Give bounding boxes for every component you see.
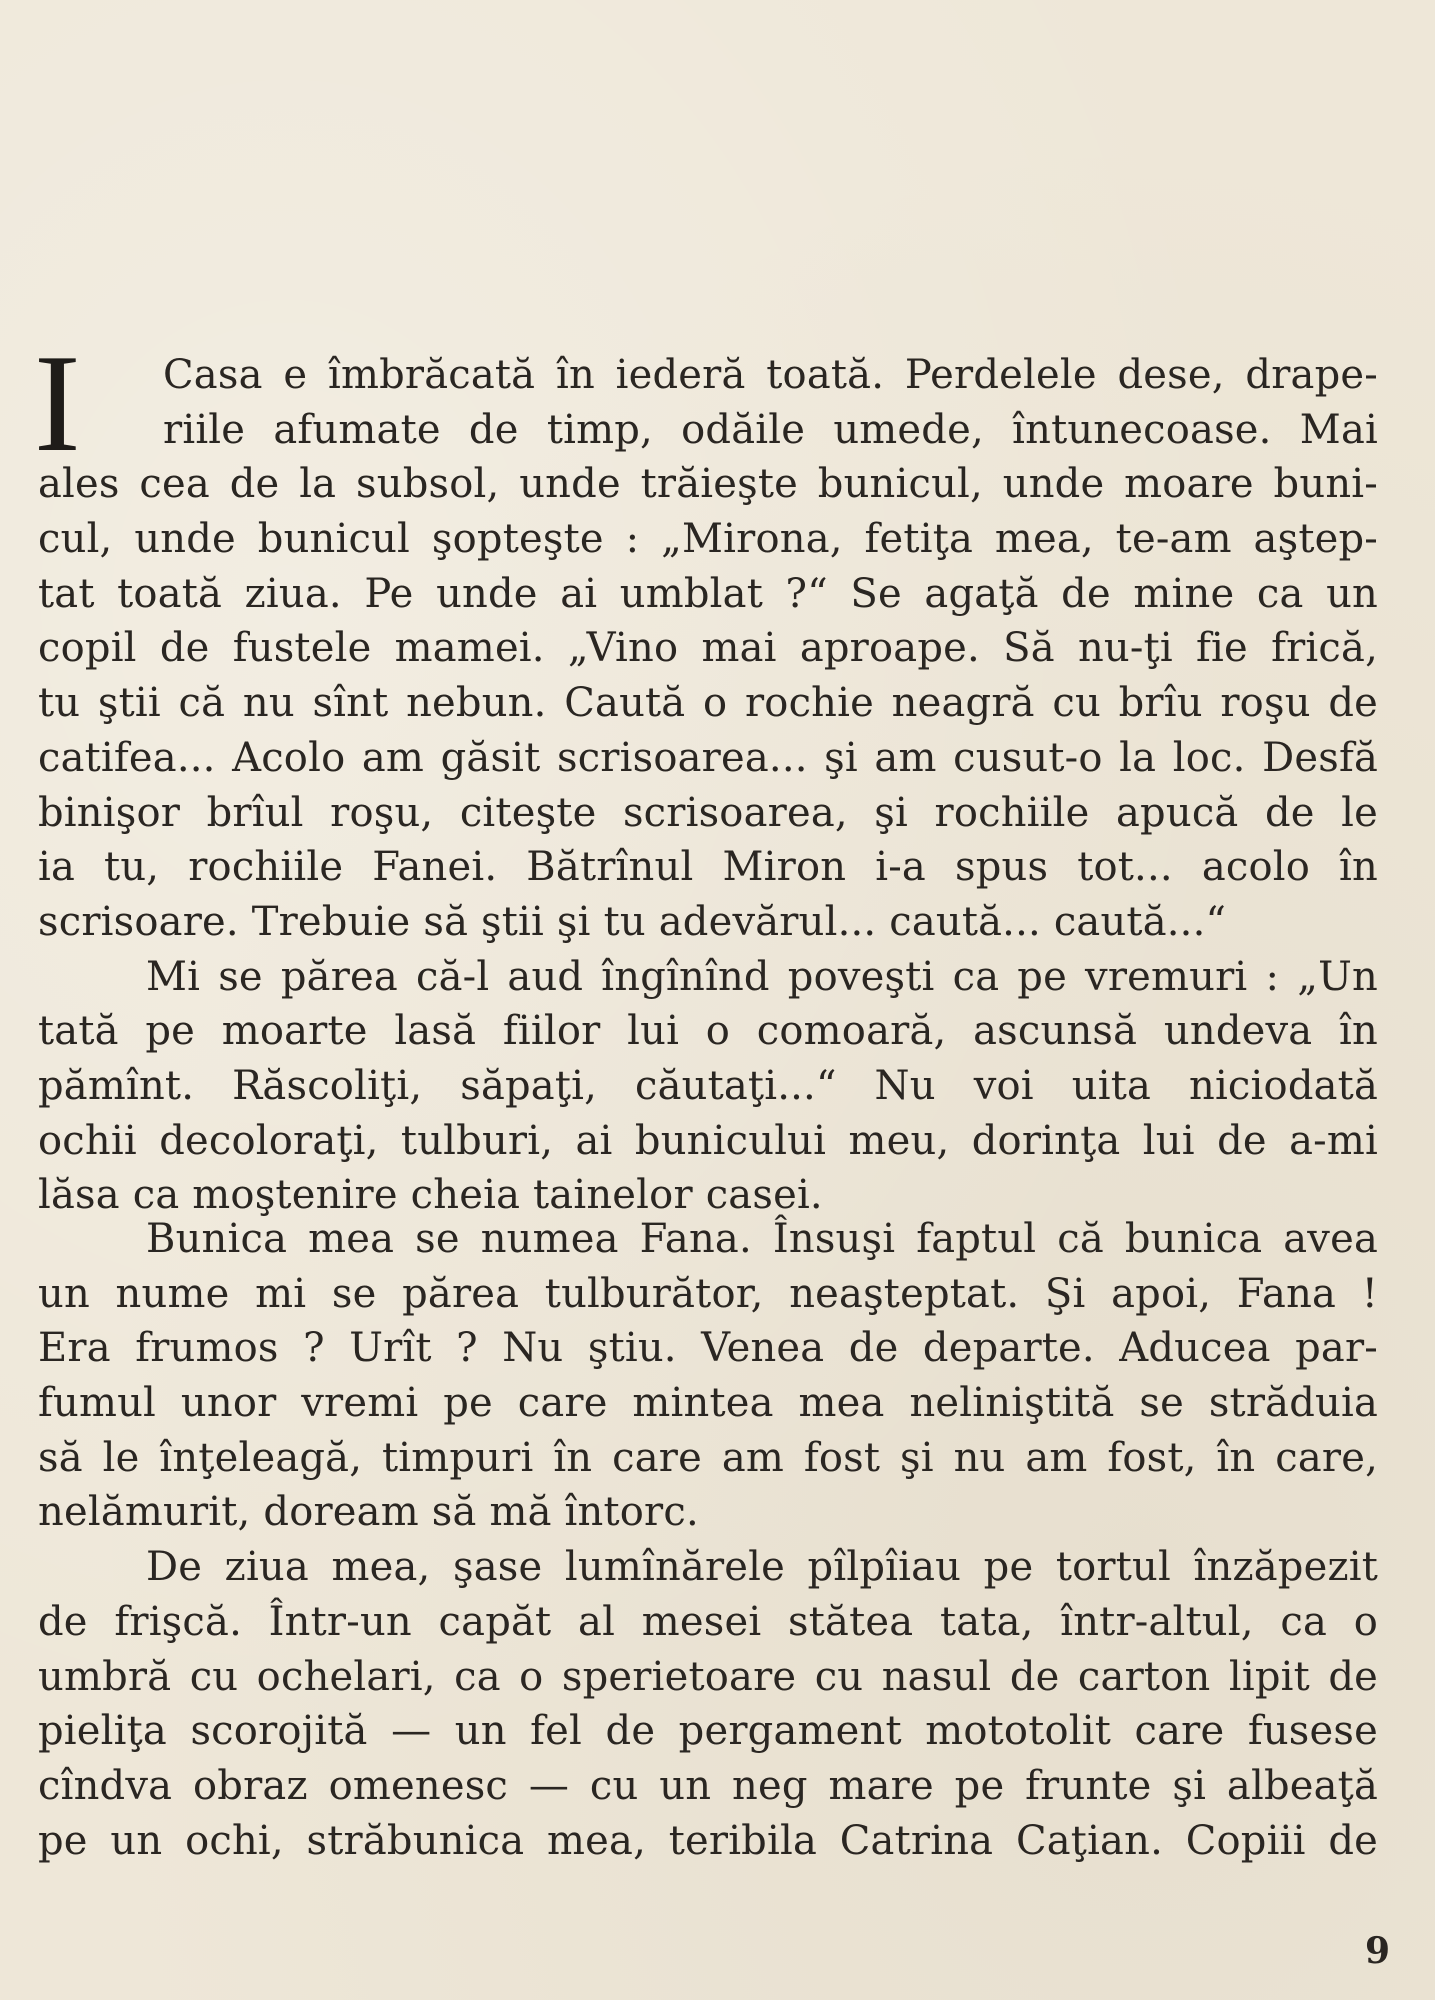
text-line: pieliţa scorojită — un fel de pergament mototolit care fusese bbox=[38, 1708, 1378, 1755]
text-line: fumul unor vremi pe care mintea mea neliniştită se străduia bbox=[38, 1380, 1378, 1427]
text-line: umbră cu ochelari, ca o sperietoare cu nasul de carton lipit de bbox=[38, 1653, 1378, 1700]
text-line: scrisoare. Trebuie să ştii şi tu adevărul... caută... caută...“ bbox=[38, 898, 1227, 945]
text-line: cul, unde bunicul şopteşte : „Mirona, fetiţa mea, te-am aştep- bbox=[38, 516, 1378, 563]
text-line: riile afumate de timp, odăile umede, întunecoase. Mai bbox=[163, 406, 1378, 453]
text-line: Mi se părea că-l aud îngînînd poveşti ca pe vremuri : „Un bbox=[146, 953, 1378, 1000]
text-line: nelămurit, doream să mă întorc. bbox=[38, 1489, 699, 1536]
text-line: de frişcă. Într-un capăt al mesei stătea tata, într-altul, ca o bbox=[38, 1598, 1378, 1645]
text-line: un nume mi se părea tulburător, neaşteptat. Şi apoi, Fana ! bbox=[38, 1270, 1378, 1317]
text-line: Era frumos ? Urît ? Nu ştiu. Venea de departe. Aducea par- bbox=[38, 1325, 1378, 1372]
text-block-section-1 bbox=[38, 348, 1378, 1223]
text-line: De ziua mea, şase lumînărele pîlpîiau pe tortul înzăpezit bbox=[146, 1544, 1378, 1591]
text-line: ochii decoloraţi, tulburi, ai bunicului meu, dorinţa lui de a-mi bbox=[38, 1117, 1378, 1164]
drop-initial: I bbox=[34, 326, 81, 481]
text-line: ia tu, rochiile Fanei. Bătrînul Miron i-a spus tot... acolo în bbox=[38, 844, 1378, 891]
text-line: lăsa ca moştenire cheia tainelor casei. bbox=[38, 1172, 823, 1219]
text-line: Casa e îmbrăcată în iederă toată. Perdelele dese, drape- bbox=[163, 352, 1378, 398]
text-line: copil de fustele mamei. „Vino mai aproape. Să nu-ţi fie frică, bbox=[38, 625, 1378, 672]
text-line: catifea... Acolo am găsit scrisoarea... şi am cusut-o la loc. Desfă bbox=[38, 734, 1378, 781]
text-line: cîndva obraz omenesc — cu un neg mare pe frunte şi albeaţă bbox=[38, 1762, 1378, 1809]
text-block-section-2 bbox=[38, 1212, 1378, 1868]
page-number: 9 bbox=[1365, 1930, 1391, 1972]
text-line: pămînt. Răscoliţi, săpaţi, căutaţi...“ Nu voi uita niciodată bbox=[38, 1062, 1378, 1109]
text-line: ales cea de la subsol, unde trăieşte bunicul, unde moare buni- bbox=[38, 461, 1378, 508]
text-line: pe un ochi, străbunica mea, teribila Catrina Caţian. Copiii de bbox=[38, 1817, 1378, 1864]
text-line: să le înţeleagă, timpuri în care am fost şi nu am fost, în care, bbox=[38, 1434, 1378, 1481]
text-line: binişor brîul roşu, citeşte scrisoarea, şi rochiile apucă de le bbox=[38, 789, 1378, 836]
text-line: tu ştii că nu sînt nebun. Caută o rochie neagră cu brîu roşu de bbox=[38, 680, 1378, 727]
text-line: Bunica mea se numea Fana. Însuşi faptul că bunica avea bbox=[146, 1216, 1378, 1262]
text-line: tată pe moarte lasă fiilor lui o comoară, ascunsă undeva în bbox=[38, 1008, 1378, 1055]
text-line: tat toată ziua. Pe unde ai umblat ?“ Se agaţă de mine ca un bbox=[38, 570, 1378, 617]
